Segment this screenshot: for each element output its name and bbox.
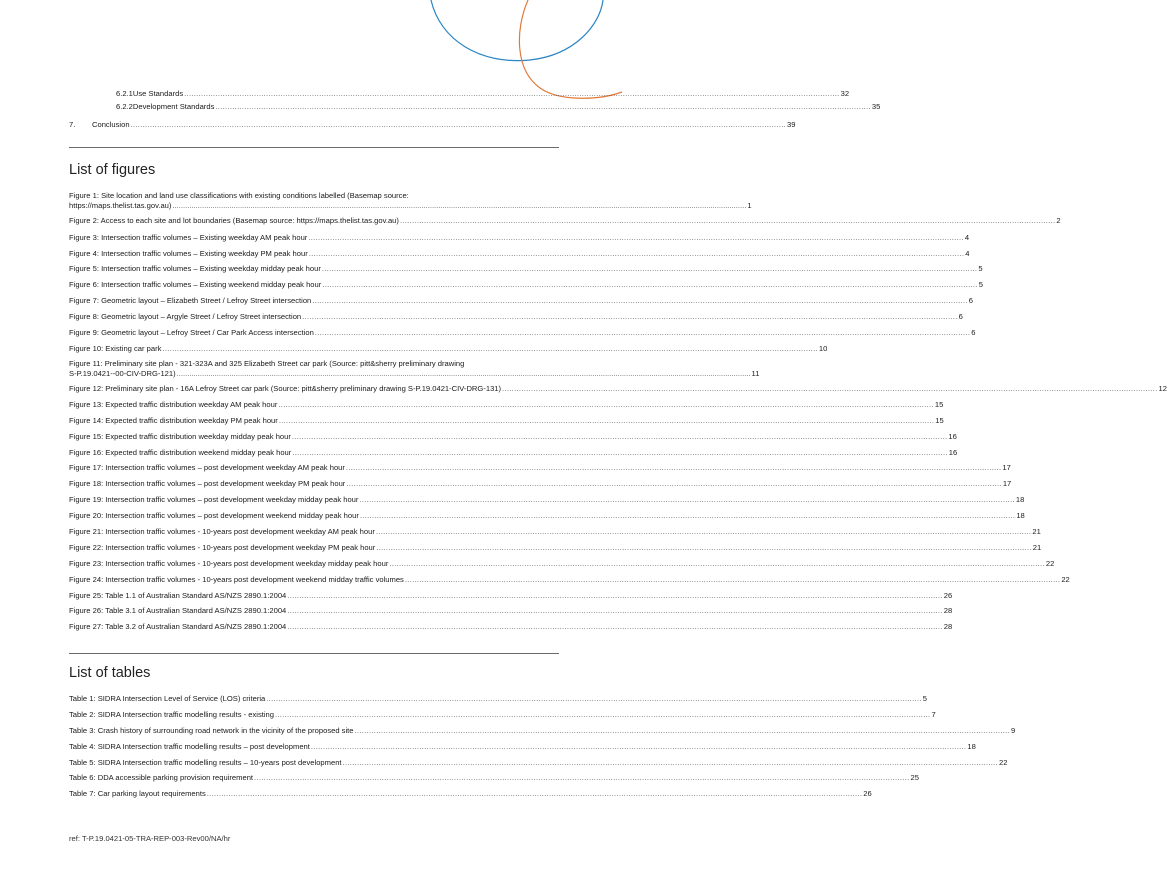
toc-entry-number: 6.2.1 [116,89,133,98]
list-entry[interactable] [69,280,983,289]
list-entry[interactable] [69,575,1070,584]
dot-leader [346,479,1001,488]
dot-leader [322,264,977,273]
list-entry-label: Figure 9: Geometric layout – Lefroy Street / Car Park Access intersection [69,328,314,337]
dot-leader [311,742,966,751]
list-entry-label: Figure 7: Geometric layout – Elizabeth Street / Lefroy Street intersection [69,296,312,305]
toc-entry-label: Development Standards [132,102,215,111]
dot-leader [177,369,751,379]
list-entry[interactable] [69,511,1025,520]
list-entry-label: Table 7: Car parking layout requirements [69,789,206,798]
list-entry-page: 9 [1010,726,1016,735]
list-entry-page: 15 [935,416,944,425]
list-entry-page: 7 [931,710,936,719]
list-entry-page: 6 [968,296,973,305]
list-entry[interactable] [69,726,1016,735]
dot-leader [266,694,921,703]
toc-entry-page: 39 [787,120,796,129]
dot-leader [131,120,786,129]
list-entry-page: 4 [964,233,970,242]
dot-leader [360,511,1015,520]
list-entry[interactable] [69,527,1041,536]
list-entry-label: Figure 17: Intersection traffic volumes – post development weekday AM peak hour [69,463,345,472]
list-entry-label: Figure 1: Site location and land use classifications with existing conditions labelled (Basemap source: [69,191,409,200]
list-entry-page: 22 [1061,575,1070,584]
dot-leader [287,591,942,600]
list-entry[interactable] [69,416,944,425]
list-entry[interactable] [69,432,957,441]
list-entry-label: Figure 13: Expected traffic distribution weekday AM peak hour [69,400,278,409]
toc-entry[interactable] [116,102,881,111]
dot-leader [215,102,870,111]
figures-heading: List of figures [69,162,156,178]
list-entry[interactable] [69,479,1012,488]
list-entry[interactable] [69,495,1025,504]
list-entry-label: Table 5: SIDRA Intersection traffic modelling results – 10-years post development [69,758,342,767]
dot-leader [279,416,934,425]
list-entry[interactable] [69,543,1042,552]
list-entry[interactable] [69,400,944,409]
list-entry-page: 4 [965,249,970,258]
list-entry-page: 18 [1016,511,1025,520]
list-entry[interactable] [69,606,953,615]
dot-leader [502,384,1157,393]
list-entry-page: 5 [922,694,927,703]
list-entry-label: Figure 6: Intersection traffic volumes – Existing weekend midday peak hour [69,280,322,289]
dot-leader [278,400,933,409]
list-entry-page: 11 [751,368,760,378]
toc-entry-page: 32 [840,89,850,98]
toc-entry[interactable] [69,120,796,129]
list-entry-page: 22 [999,758,1008,767]
list-entry[interactable] [69,448,958,457]
list-entry[interactable] [69,773,919,782]
dot-leader [287,606,942,615]
dot-leader [162,344,817,353]
list-entry-label: Figure 10: Existing car park [69,344,162,353]
list-entry-label: Table 4: SIDRA Intersection traffic modelling results – post development [69,742,310,751]
list-entry[interactable] [69,789,872,798]
dot-leader [302,312,957,321]
list-entry[interactable] [69,622,953,631]
list-entry-page: 1 [747,200,752,210]
list-entry-label: Figure 16: Expected traffic distribution weekend midday peak hour [69,448,292,457]
list-entry[interactable] [69,296,973,305]
list-entry-page: 6 [958,312,963,321]
blue-arc [431,0,603,61]
list-entry-label: Figure 25: Table 1.1 of Australian Standard AS/NZS 2890.1:2004 [69,591,287,600]
list-entry-label: Figure 4: Intersection traffic volumes – Existing weekday PM peak hour [69,249,308,258]
list-entry[interactable] [69,742,976,751]
list-entry[interactable] [69,328,976,337]
dot-leader [292,448,947,457]
dot-leader [308,233,963,242]
list-entry[interactable] [69,591,953,600]
list-entry-page: 15 [934,400,944,409]
dot-leader [172,201,746,211]
toc-entry-number: 7. [69,120,76,129]
dot-leader [376,527,1031,536]
list-entry[interactable] [69,359,760,378]
toc-entry[interactable] [116,89,850,98]
dot-leader [376,543,1031,552]
list-entry-page: 2 [1056,216,1061,225]
list-entry[interactable] [69,191,752,210]
list-entry-page: 25 [910,773,919,782]
list-entry-label: Figure 5: Intersection traffic volumes – Existing weekday midday peak hour [69,264,321,273]
list-entry-page: 16 [948,448,958,457]
list-entry-page: 26 [943,591,953,600]
dot-leader [312,296,967,305]
list-entry-label: Figure 22: Intersection traffic volumes - 10-years post development weekday PM peak hour [69,543,376,552]
list-entry-label: Figure 20: Intersection traffic volumes – post development weekend midday peak hour [69,511,359,520]
list-entry-page: 12 [1158,384,1167,393]
list-entry[interactable] [69,233,970,242]
dot-leader [355,726,1010,735]
dot-leader [254,773,909,782]
list-entry-page: 26 [863,789,872,798]
list-entry-page: 16 [948,432,957,441]
dot-leader [405,575,1060,584]
section-divider [69,653,559,654]
list-entry-label: Table 6: DDA accessible parking provision requirement [69,773,254,782]
list-entry-page: 5 [978,264,983,273]
toc-entry-label: Use Standards [132,89,184,98]
dot-leader [346,463,1001,472]
list-entry-page: 17 [1002,479,1012,488]
tables-heading: List of tables [69,665,151,681]
list-entry-page: 10 [818,344,828,353]
list-entry[interactable] [69,384,1167,393]
list-entry-label: Figure 24: Intersection traffic volumes - 10-years post development weekend midday traffic volumes [69,575,404,584]
list-entry-page: 5 [978,280,983,289]
list-entry-page: 28 [943,606,953,615]
list-entry-label: Figure 19: Intersection traffic volumes – post development weekday midday peak hour [69,495,359,504]
list-entry-label-continued: S-P.19.0421--00-CIV-DRG-121) [69,368,176,378]
dot-leader [322,280,977,289]
list-entry[interactable] [69,710,936,719]
dot-leader [315,328,970,337]
list-entry-label: Table 2: SIDRA Intersection traffic modelling results - existing [69,710,274,719]
list-entry[interactable] [69,559,1055,568]
list-entry-page: 18 [1015,495,1025,504]
toc-entry-page: 35 [871,102,881,111]
dot-leader [292,432,947,441]
list-entry-label: Figure 27: Table 3.2 of Australian Standard AS/NZS 2890.1:2004 [69,622,287,631]
list-entry-label: Figure 3: Intersection traffic volumes – Existing weekday AM peak hour [69,233,308,242]
list-entry[interactable] [69,312,963,321]
list-entry[interactable] [69,463,1011,472]
list-entry[interactable] [69,264,983,273]
list-entry-label: Figure 15: Expected traffic distribution weekday midday peak hour [69,432,291,441]
list-entry-label: Table 3: Crash history of surrounding road network in the vicinity of the proposed site [69,726,354,735]
list-entry-label-continued: https://maps.thelist.tas.gov.au) [69,200,172,210]
list-entry-page: 17 [1002,463,1011,472]
dot-leader [207,789,862,798]
dot-leader [309,249,964,258]
dot-leader [275,710,930,719]
list-entry-page: 28 [943,622,953,631]
list-entry-label: Figure 11: Preliminary site plan - 321-323A and 325 Elizabeth Street car park (Source: pitt&sherry preliminary drawing [69,359,465,368]
list-entry-label: Figure 14: Expected traffic distribution weekday PM peak hour [69,416,278,425]
list-entry[interactable] [69,249,970,258]
list-entry[interactable] [69,216,1061,225]
dot-leader [184,89,839,98]
document-reference: ref: T-P.19.0421-05-TRA-REP-003-Rev00/NA/hr [69,834,231,843]
dot-leader [343,758,998,767]
list-entry-label: Figure 26: Table 3.1 of Australian Standard AS/NZS 2890.1:2004 [69,606,287,615]
toc-entry-label: Conclusion [92,120,130,129]
list-entry-page: 18 [967,742,976,751]
list-entry-label: Figure 12: Preliminary site plan - 16A Lefroy Street car park (Source: pitt&sherry preliminary drawing S-P.19.0421-CIV-DRG-131) [69,384,502,393]
list-entry-label: Figure 8: Geometric layout – Argyle Street / Lefroy Street intersection [69,312,302,321]
list-entry-page: 21 [1032,527,1041,536]
dot-leader [389,559,1044,568]
list-entry-page: 21 [1032,543,1042,552]
list-entry-label: Figure 23: Intersection traffic volumes - 10-years post development weekday midday peak hour [69,559,389,568]
section-divider [69,147,559,148]
dot-leader [400,216,1055,225]
list-entry-label: Figure 2: Access to each site and lot boundaries (Basemap source: https://maps.thelist.tas.gov.au) [69,216,399,225]
list-entry[interactable] [69,758,1008,767]
toc-entry-number: 6.2.2 [116,102,133,111]
list-entry[interactable] [69,694,927,703]
dot-leader [287,622,942,631]
list-entry-label: Figure 21: Intersection traffic volumes - 10-years post development weekday AM peak hour [69,527,375,536]
list-entry-page: 22 [1045,559,1055,568]
list-entry[interactable] [69,344,828,353]
list-entry-page: 6 [971,328,976,337]
list-entry-label: Figure 18: Intersection traffic volumes – post development weekday PM peak hour [69,479,346,488]
dot-leader [359,495,1014,504]
orange-arc [519,0,622,98]
list-entry-label: Table 1: SIDRA Intersection Level of Service (LOS) criteria [69,694,266,703]
